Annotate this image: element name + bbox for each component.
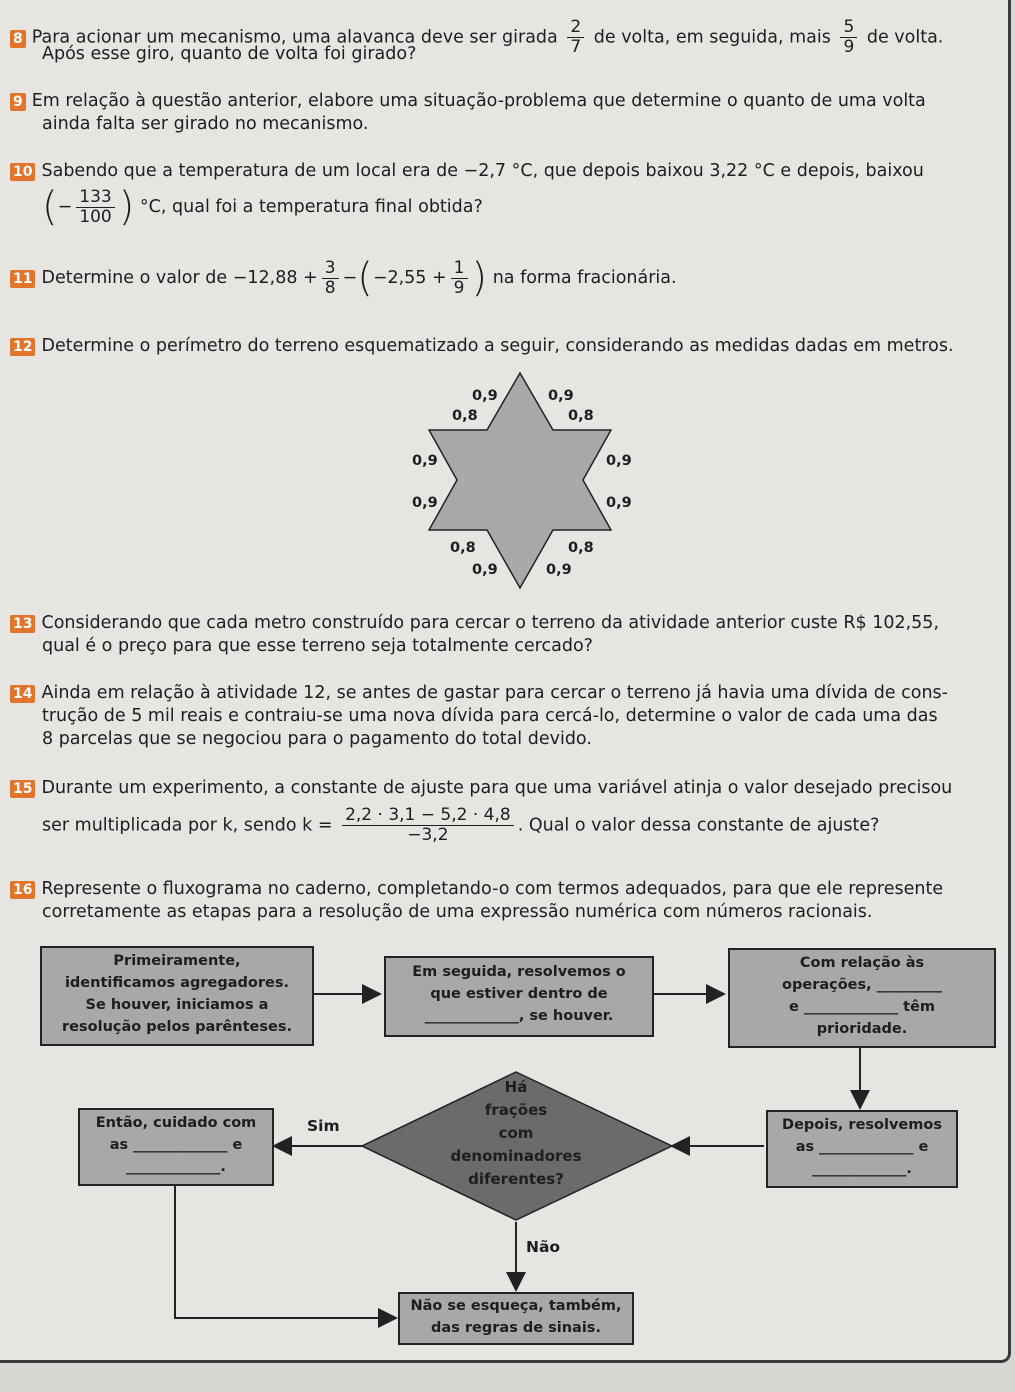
measure-label: 0,9: [412, 495, 438, 511]
question-text: Após esse giro, quanto de volta foi girado?: [42, 44, 417, 64]
no-label: Não: [526, 1238, 561, 1256]
measure-label: 0,9: [472, 562, 498, 578]
question-text: qual é o preço para que esse terreno seja totalmente cercado?: [42, 636, 593, 656]
question-number: 15: [10, 780, 35, 798]
question-number: 9: [10, 93, 26, 111]
question-text: . Qual o valor dessa constante de ajuste?: [517, 815, 880, 836]
flow-box-2: [384, 956, 654, 1037]
measure-label: 0,8: [450, 540, 476, 556]
flow-text: _____________.: [126, 1159, 226, 1175]
fraction-k: $\frac{2,2 \cdot 3,1 - 5,2 \cdot 4,8}{-3,2}$: [342, 806, 514, 845]
arrow-box5-box6: [175, 1184, 396, 1318]
flow-text: Não se esqueça, também,: [410, 1298, 622, 1314]
question-number: 16: [10, 881, 35, 899]
question-text: corretamente as etapas para a resolução de uma expressão numérica com números racionais.: [42, 902, 873, 922]
flow-text: com: [498, 1124, 534, 1142]
flow-text: operações, _________: [782, 977, 942, 993]
flow-text: Então, cuidado com: [95, 1115, 257, 1131]
flow-text: Depois, resolvemos: [782, 1117, 942, 1133]
question-number: 8: [10, 30, 26, 48]
minus-sign: −: [57, 197, 73, 217]
flow-text: prioridade.: [816, 1021, 908, 1037]
question-number: 11: [10, 270, 35, 288]
flow-text: resolução pelos parênteses.: [62, 1019, 292, 1035]
question-text: de volta.: [866, 27, 944, 48]
measure-label: 0,8: [568, 540, 594, 556]
close-parenthesis: ): [118, 184, 135, 230]
flow-text: e _____________ têm: [788, 999, 936, 1015]
fraction-2-7: $\frac{2}{7}$: [567, 18, 584, 57]
fraction-5-9: $\frac{5}{9}$: [840, 18, 857, 57]
flow-text: Há: [504, 1078, 528, 1096]
question-text: de volta, em seguida, mais: [593, 27, 831, 48]
flow-text: que estiver dentro de: [430, 986, 608, 1002]
expression-part: −: [342, 268, 358, 288]
decision-text: [436, 1076, 596, 1191]
question-text: Considerando que cada metro construído para cercar o terreno da atividade anterior custe R$ 102,55,: [41, 613, 940, 633]
question-text: ser multiplicada por k, sendo k =: [42, 815, 333, 836]
measure-label: 0,8: [452, 408, 478, 424]
measure-label: 0,9: [472, 388, 498, 404]
flow-text: _____________, se houver.: [424, 1008, 614, 1024]
flow-text: _____________.: [812, 1161, 912, 1177]
flow-text: frações: [484, 1101, 548, 1119]
open-parenthesis: (: [42, 184, 58, 230]
flow-box-1: [40, 946, 314, 1046]
question-number: 14: [10, 685, 35, 703]
question-text: Para acionar um mecanismo, uma alavanca deve ser girada: [31, 27, 558, 48]
fraction-3-8: $\frac{3}{8}$: [322, 259, 339, 298]
question-text: Determine o valor de: [41, 268, 228, 288]
question-number: 13: [10, 615, 35, 633]
question-text: trução de 5 mil reais e contraiu-se uma nova dívida para cercá-lo, determine o valor de cada uma das: [42, 706, 938, 726]
question-text: Represente o fluxograma no caderno, completando-o com termos adequados, para que ele represente: [41, 879, 944, 899]
flow-text: Se houver, iniciamos a: [85, 997, 269, 1013]
flow-text: Com relação às: [799, 955, 925, 971]
flow-text: as _____________ e: [795, 1139, 929, 1155]
flow-box-4: [766, 1110, 958, 1188]
question-number: 10: [10, 163, 35, 181]
flow-box-3: [728, 948, 996, 1048]
flow-text: identificamos agregadores.: [64, 975, 290, 991]
flow-box-5: [78, 1108, 274, 1186]
measure-label: 0,9: [412, 453, 438, 469]
flow-box-6: [398, 1292, 634, 1345]
question-text: Em relação à questão anterior, elabore uma situação-problema que determine o quanto de uma volta: [31, 91, 926, 111]
question-text: Ainda em relação à atividade 12, se antes de gastar para cercar o terreno já havia uma dívida de cons-: [41, 683, 948, 703]
question-text: Determine o perímetro do terreno esquematizado a seguir, considerando as medidas dadas em metros.: [41, 336, 954, 356]
question-text: Sabendo que a temperatura de um local era de −2,7 °C, que depois baixou 3,22 °C e depois, baixou: [41, 161, 924, 181]
measure-label: 0,9: [546, 562, 572, 578]
expression-part: −12,88 +: [232, 268, 318, 288]
question-text: °C, qual foi a temperatura final obtida?: [139, 197, 483, 217]
measure-label: 0,8: [568, 408, 594, 424]
question-text: na forma fracionária.: [492, 268, 677, 288]
question-number: 12: [10, 338, 35, 356]
flow-text: denominadores: [450, 1147, 582, 1165]
question-text: Durante um experimento, a constante de ajuste para que uma variável atinja o valor desejado precisou: [41, 778, 953, 798]
flow-text: Primeiramente,: [113, 953, 241, 969]
question-text: 8 parcelas que se negociou para o pagamento do total devido.: [42, 729, 592, 749]
measure-label: 0,9: [606, 495, 632, 511]
fraction-1-9: $\frac{1}{9}$: [451, 259, 468, 298]
measure-label: 0,9: [606, 453, 632, 469]
yes-label: Sim: [307, 1117, 340, 1135]
flow-text: as _____________ e: [109, 1137, 243, 1153]
open-parenthesis: (: [357, 255, 373, 301]
measure-label: 0,9: [548, 388, 574, 404]
expression-part: −2,55 +: [372, 268, 447, 288]
flow-text: Em seguida, resolvemos o: [412, 964, 626, 980]
question-text: ainda falta ser girado no mecanismo.: [42, 114, 369, 134]
fraction-133-100: $\frac{133}{100}$: [76, 188, 114, 227]
flow-text: diferentes?: [468, 1170, 564, 1188]
flow-text: das regras de sinais.: [431, 1320, 601, 1336]
close-parenthesis: ): [471, 255, 488, 301]
